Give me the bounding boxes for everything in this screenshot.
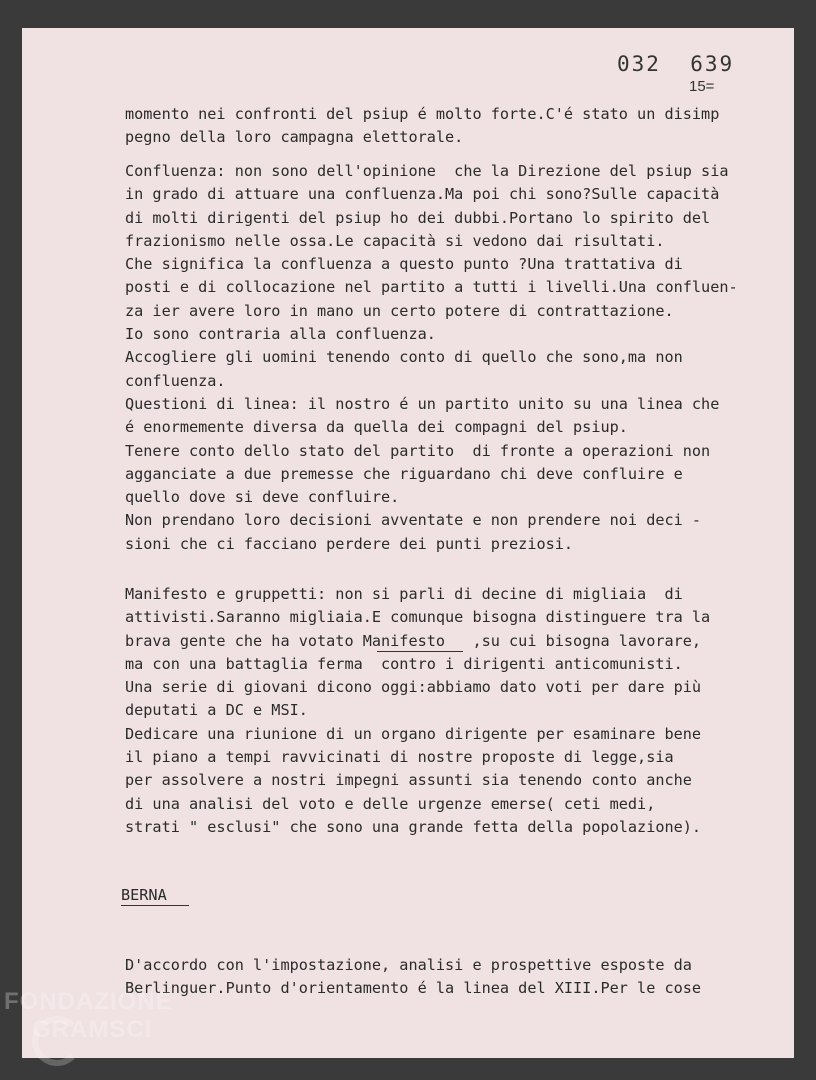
archive-number: 032 639 — [617, 52, 735, 76]
watermark-line1: FONDAZIONE — [4, 988, 173, 1015]
text-block-confluenza: Confluenza: non sono dell'opinione che la Direzione del psiup sia in grado di attuare una confluenza.Ma poi chi sono?Sulle capacità di molti dirigenti del psiup ho dei dubbi.Portano lo spirito del frazionismo nelle ossa.Le capacità si vedono dai risultati. Che significa la confluenza a questo punto ?Una trattativa di posti e di collocazione nel partito a tutti i livelli.Una confluen- za ier avere loro in mano un certo potere di contrattazione. Io sono contraria alla confluenza. Accogliere gli uomini tenendo conto di quello che sono,ma non confluenza. Questioni di linea: il nostro é un partito unito su una linea che é enormemente diversa da quella dei compagni del psiup. Tenere conto dello stato del partito di fronte a operazioni non agganciate a due premesse che riguardano chi deve confluire e quello dove si deve confluire. Non prendano loro decisioni avventate e non prendere noi deci - sioni che ci facciano perdere dei punti preziosi. — [125, 162, 738, 553]
text-block-berna: D'accordo con l'impostazione, analisi e prospettive esposte da Berlinguer.Punto d'orientamento é la linea del XIII.Per le cose — [125, 956, 702, 998]
page-sub-number: 15= — [689, 78, 715, 95]
manifesto-underline — [377, 651, 463, 652]
speaker-name: BERNA — [121, 886, 167, 904]
text-block-manifesto: Manifesto e gruppetti: non si parli di decine di migliaia di attivisti.Saranno migliaia.E comunque bisogna distinguere tra la brava gente che ha votato Manifesto ,su cui bisogna lavorare, ma con una battaglia ferma contro i dirigenti anticomunisti. Una serie di giovani dicono oggi:abbiamo dato voti per dare più deputati a DC e MSI. Dedicare una riunione di un organo dirigente per esaminare bene il piano a tempi ravvicinati di nostre proposte di legge,sia per assolvere a nostri impegni assunti sia tenendo conto anche di una analisi del voto e delle urgenze emerse( ceti medi, strati " esclusi" che sono una grande fetta della popolazione). — [125, 585, 711, 836]
watermark-line2: GRAMSCI — [32, 1016, 153, 1043]
text-block-intro: momento nei confronti del psiup é molto forte.C'é stato un disimp pegno della loro campagna elettorale. — [125, 105, 720, 147]
speaker-underline — [121, 905, 189, 906]
fondazione-gramsci-watermark — [4, 988, 173, 1043]
